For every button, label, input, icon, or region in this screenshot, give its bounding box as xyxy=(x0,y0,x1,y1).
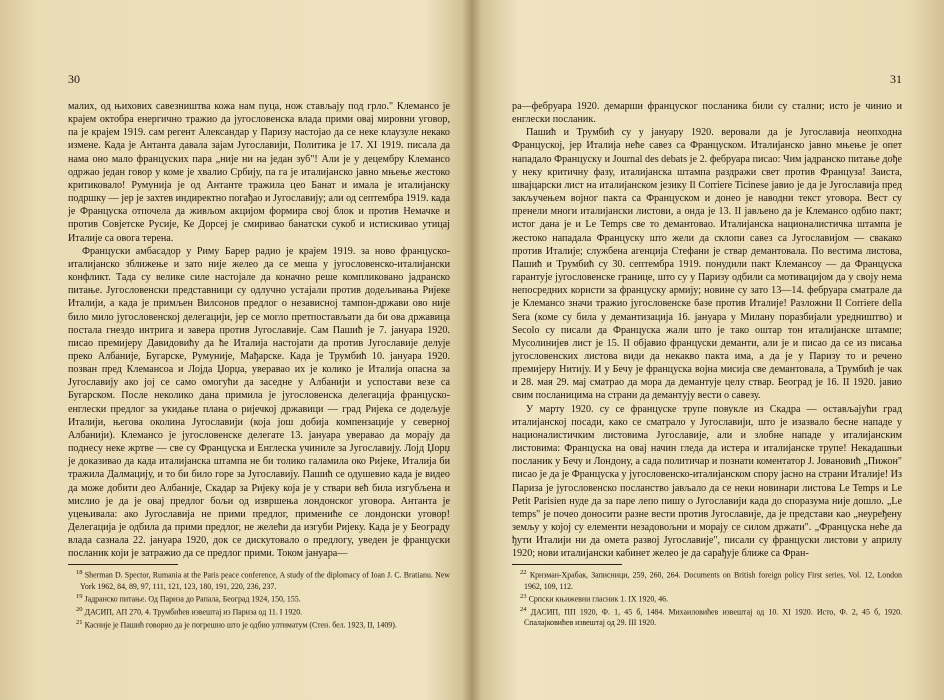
page-number: 30 xyxy=(68,72,80,86)
page-number: 31 xyxy=(890,72,902,86)
footnote-number: 21 xyxy=(76,618,83,626)
right-footnotes xyxy=(512,568,902,628)
footnote-text: Српски књижевни гласник 1. IX 1920, 46. xyxy=(528,594,669,604)
footnote-number: 20 xyxy=(76,605,83,613)
footnote-number: 24 xyxy=(520,605,527,613)
footnote-text: ДАСИП, ПП 1920, Ф. 1, 45 б, 1484. Михаиловићев извештај од 10. XI 1920. Исто, Ф. 2, 45 б, 1920. Спалајковићев извештај од 29. III 1920. xyxy=(524,607,902,627)
footnote xyxy=(68,592,450,605)
paragraph: малих, од њихових савезништва кожа нам пуца, нож стављају под грло." Клемансо је крајем октобра енергично тражио да југословенска влада прими овај мировни уговор, па је крајем 1919. сам регент Александар у Паризу настојао да се неке клаузуле некако измене. Када је Антанта давала зајам Југославији, Политика је 17. XI 1919. писала да нама оно мало француских пара „није ни на један зуб"! Али је у децембру Клемансо одржао један говор у коме је хвалио Србију, па га је италијанско јавно мњење жестоко критиковало! Румунија је од Антанте тражила цео Банат и имала је италијанску подршку — јер је захтев индиректно погађао и Југославију; али од септембра 1919. када је Француска отпочела да живљом акцијом формира свој блок и против Немачке и против Совјетске Русије, Ке Дорсеј је смиривао банатски сукоб и истискивао утицај Италије са овога терена. xyxy=(68,101,450,244)
right-body-text xyxy=(512,100,902,560)
paragraph: Француски амбасадор у Риму Барер радио је крајем 1919. за ново француско-италијанско зближење и зато није желео да се меша у југословенско-италијански конфликт. Тада су велике силе настојале да коначно реше компликовано јадранско питање. Југословенски представници су одлучно устајали против додељивања Ријеке Италији, а када је примљен Вилсонов предлог о независној тампон-држави ово није било мило југословенској делегацији, јер се могло претпостављати да би ова државица постала гнездо интрига и завера против Југославије. Сам Пашић је 7. јануара 1920. писао премијеру Давидовићу да ће Италија настојати да против Југославије делује преко Албаније, Бугарске, Румуније, Мађарске. Када је Трумбић 10. јануара 1920. позван пред Клемансоа и Лојда Џорџа, уверавао их је колико је Италија опасна за Југославију ако јој се само омогући да заседне у Албанији и успостави везе са Бугарском. После неколико дана примила је југословенска делегација француско-енглески предлог за укидање плана о ријечкој државици — град Ријека се додељује Италији, његова околина Југославији (која још добија компензације у северној Албанији). Клемансо је југословенске делегате 13. јануара уверавао да морају да поднесу неке жртве — све су Француска и Енглеска учиниле за Југославију. Лојд Џорџ је доказивао да када италијанска штампа не би толико галамила око Ријеке, Италија би тражила Далмацију, и то би било горе за Југославију. Пашић се одушевио када је видео да може добити део Албаније, Скадар за Ријеку која је у ствари већ била изгубљена и мислио је да је овај предлог бољи од извршења лондонског уговора. Антанта је уцењивала: ако Југославија не прими предлог, примениће се лондонски уговор! Делегација је одбила да прими предлог, не желећи да изгуби Ријеку. Када је у Београду влада сазнала 22. јануара 1920, док се дискутовало о предлогу, уведен је француски посланик који је затражио да се предлог прими. Током јануара— xyxy=(68,245,450,560)
paragraph: ра—фебруара 1920. демарши француског посланика били су стални; исто је чинио и енглески посланик. xyxy=(512,101,902,126)
footnote-number: 19 xyxy=(76,592,83,600)
footnote xyxy=(68,568,450,591)
footnote xyxy=(512,568,902,591)
footnote-rule xyxy=(512,564,622,565)
left-footnotes xyxy=(68,568,450,631)
footnote xyxy=(512,592,902,605)
footnote-rule xyxy=(68,564,178,565)
footnote-text: Касније је Пашић говорио да је погрешно што је одбио ултиматум (Стен. бел. 1923, II, 1409). xyxy=(84,620,397,630)
footnote-text: Sherman D. Spector, Rumania at the Paris peace conference, A study of the diplomacy of Ioan J. C. Bratianu. New York 1962, 84, 89, 97, 111, 121, 123, 180, 191, 220, 236, 237. xyxy=(80,571,450,591)
footnote-text: Крнзман-Храбак, Записници, 259, 260, 264. Documents on British foreign policy First series, Vol. 12, London 1962, 109, 112. xyxy=(524,571,902,591)
footnote-text: ДАСИП, АП 270, 4. Трумбићев извештај из Париза од 11. I 1920. xyxy=(84,607,303,617)
footnote xyxy=(512,605,902,628)
footnote-number: 18 xyxy=(76,569,83,577)
footnote-number: 23 xyxy=(520,592,527,600)
paragraph: У марту 1920. су се француске трупе повукле из Скадра — остављајући град италијанској посади, како се сматрало у Југославији, што је изазвало бесне нападе у националистичким листовима Југославије, али и злобне нападе у италијанским листовима: Француска на овај начин гледа да истера и италијанске трупе! Некадашњи посланик у Бечу и Лондону, а сада политичар и познати коментатор Ј. Јовановић „Пижон" писао је да је Француска у југословенско-италијанском спору јасно на страни Италије! Из Париза је југословенско посланство јављало да се неки новинари листова Le Temps и Le Petit Parisien нуде да за паре лепо пишу о Југославији када до споразума није дошло. „Le temps" је почео доносити разне вести против Југославије, да је представи као „неуређену земљу у којој су елементи незадовољни и морају се силом држати". „Француска неће да ђути Италији ни да омета развој Југославије", писали су француски листови у априлу 1920; нови италијански кабинет желео је да сарађује ближе са Фран- xyxy=(512,403,902,560)
footnote xyxy=(68,618,450,631)
paragraph: Пашић и Трумбић су у јануару 1920. веровали да је Југославија неопходна Француској, јер Италија неће савез са Француском. Италијанско јавно мњење је опет нападало Француску и Journal des debats је 2. фебруара писао: Чим јадранско питање дође у неку критичну фазу, италијанска штампа раздражи свет против Француза! Заиста, швајцарски лист на италијанском језику Il Corriere Ticinese јавио је да је Југославија пред закључењем војног пакта са Француском и донео је наводни текст уговора. Вест су пренели многи италијански листови, а онда је 13. II јављено да је Клемансо одбио пакт; истог дана је и Le Temps све то демантовао. Италијанска националистичка штампа је жестоко нападала Француску што жели да склопи савез са Југославијом — свакако против Италије; службена агенција Стефани је ствар демантовала. По вестима листова, Пашић и Трумбић су 30. септембра 1919. понудили пакт Клемансоу — да Француска гарантује југословенске границе, што су у Паризу одбили са мотивацијом да у своју нема непосредних користи за француску армију; новине су зато 13—14. фебруара сматрале да је Клемансо значи тражио југословенске базе против Италије! Разложни Il Corriere della Sera (коме су била у демантизација 16. јануара у Милану поразбијали уредништво) и Secolo су писали да Француска жали што је тако оштар тон италијанске штампе; Мусолинијев лист је 15. II објавио француски деманти, али је и писао да се из писања југословенских листова види да некакво пакта има, а да је у Паризу то и речено премијеру Нитију. И у Бечу је француска војна мисија све демантовала, а Трумбић је чак и 28. мая 29. мај сматрао да мора да демантује целу ствар. Београд је 16. II 1920. јавио свим посланицима на страни да демантују вести о савезу. xyxy=(512,127,902,402)
footnote-text: Јадранско питање. Од Париза до Рапала, Београд 1924, 150, 155. xyxy=(84,594,301,604)
left-body-text xyxy=(68,100,450,560)
footnote-number: 22 xyxy=(520,569,527,577)
right-page xyxy=(472,0,944,700)
footnote xyxy=(68,605,450,618)
